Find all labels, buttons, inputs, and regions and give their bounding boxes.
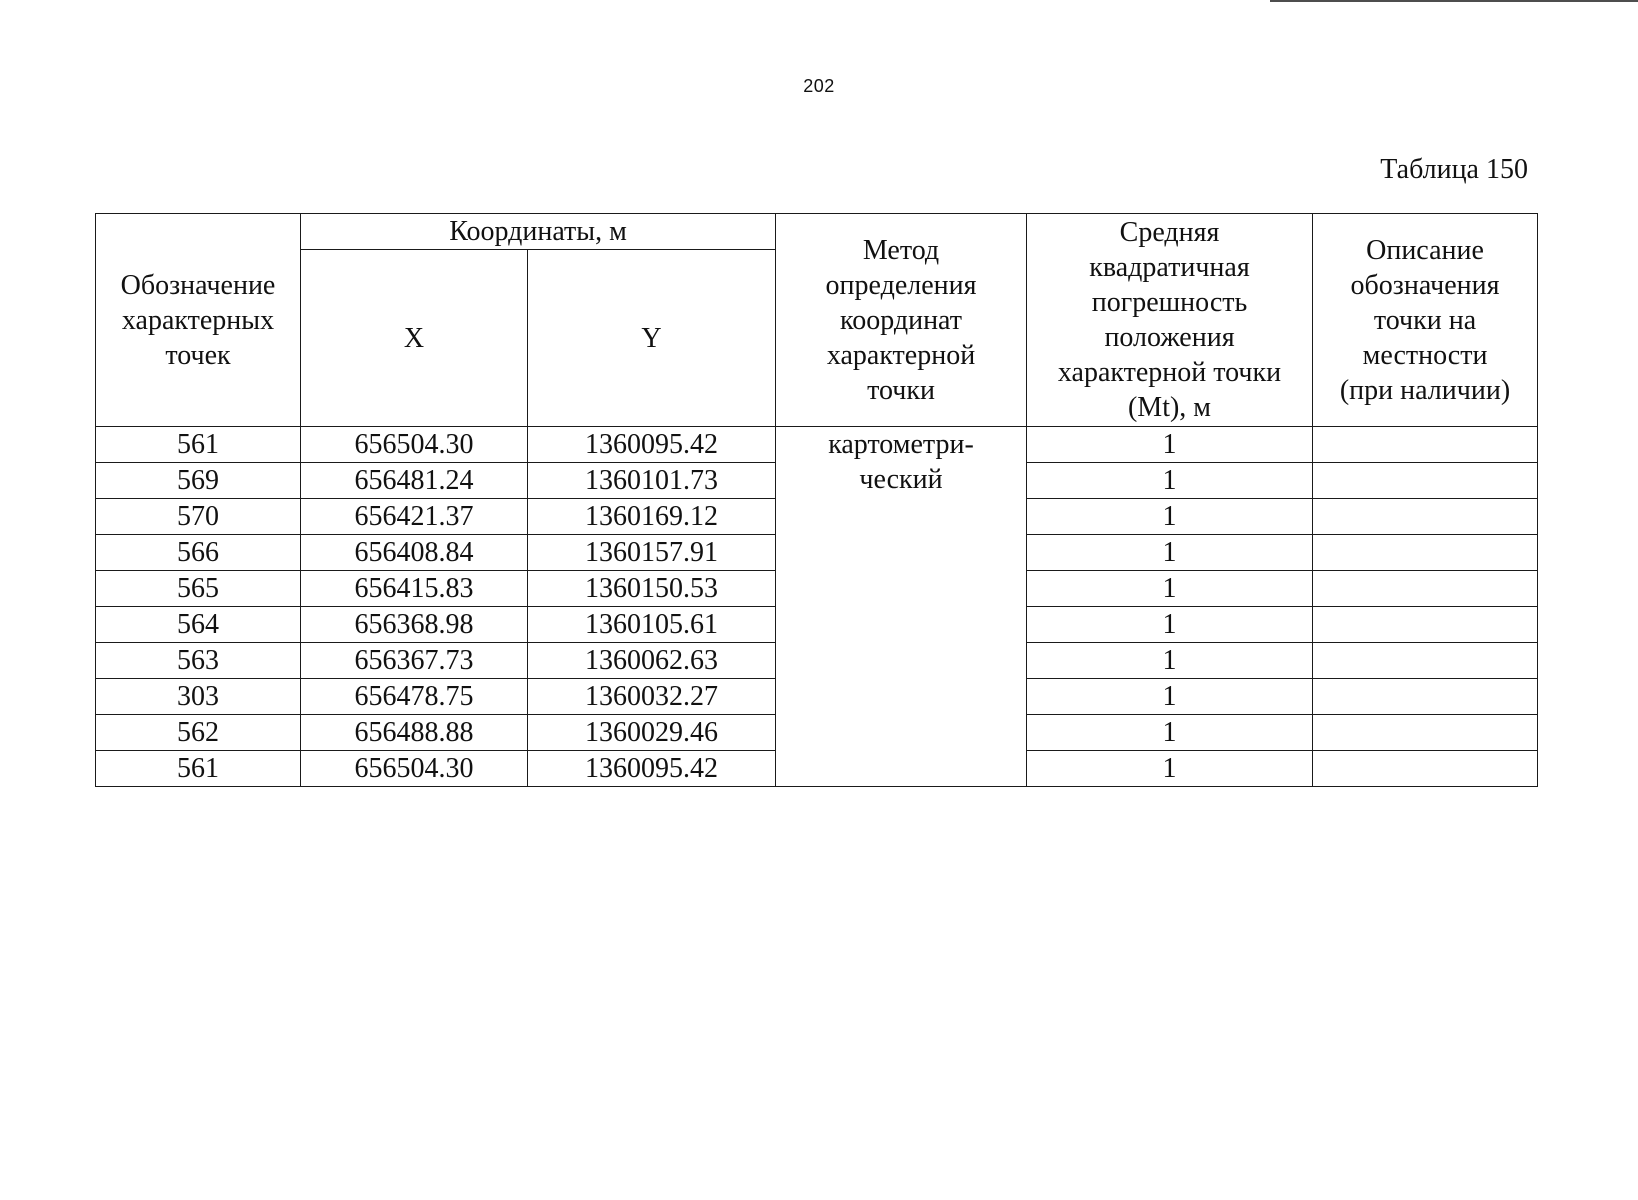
cell-x: 656367.73 <box>301 643 528 679</box>
cell-mean-error: 1 <box>1027 751 1313 787</box>
header-description: Описание обозначения точки на местности (при наличии) <box>1313 214 1538 427</box>
cell-point: 561 <box>96 427 301 463</box>
table-caption: Таблица 150 <box>1380 154 1528 185</box>
cell-description <box>1313 751 1538 787</box>
cell-description <box>1313 463 1538 499</box>
method-line: картометри- <box>828 429 974 460</box>
cell-point: 564 <box>96 607 301 643</box>
cell-x: 656504.30 <box>301 427 528 463</box>
cell-description <box>1313 607 1538 643</box>
cell-y: 1360062.63 <box>528 643 776 679</box>
scan-edge-line <box>1270 0 1638 2</box>
cell-mean-error: 1 <box>1027 427 1313 463</box>
method-line: ческий <box>859 464 943 495</box>
cell-y: 1360095.42 <box>528 427 776 463</box>
cell-point: 570 <box>96 499 301 535</box>
cell-description <box>1313 643 1538 679</box>
cell-mean-error: 1 <box>1027 535 1313 571</box>
cell-y: 1360101.73 <box>528 463 776 499</box>
table-row <box>96 427 1538 463</box>
header-point-designation: Обозначение характерных точек <box>96 214 301 427</box>
header-y: Y <box>528 250 776 427</box>
cell-y: 1360105.61 <box>528 607 776 643</box>
cell-description <box>1313 499 1538 535</box>
cell-mean-error: 1 <box>1027 463 1313 499</box>
cell-mean-error: 1 <box>1027 607 1313 643</box>
cell-mean-error: 1 <box>1027 715 1313 751</box>
cell-x: 656504.30 <box>301 751 528 787</box>
cell-x: 656478.75 <box>301 679 528 715</box>
cell-mean-error: 1 <box>1027 499 1313 535</box>
cell-point: 566 <box>96 535 301 571</box>
cell-point: 561 <box>96 751 301 787</box>
cell-y: 1360029.46 <box>528 715 776 751</box>
cell-x: 656408.84 <box>301 535 528 571</box>
cell-point: 563 <box>96 643 301 679</box>
cell-point: 569 <box>96 463 301 499</box>
cell-description <box>1313 427 1538 463</box>
page-number: 202 <box>803 76 835 96</box>
cell-point: 303 <box>96 679 301 715</box>
cell-x: 656481.24 <box>301 463 528 499</box>
cell-y: 1360150.53 <box>528 571 776 607</box>
cell-x: 656488.88 <box>301 715 528 751</box>
header-x: X <box>301 250 528 427</box>
cell-point: 565 <box>96 571 301 607</box>
cell-x: 656421.37 <box>301 499 528 535</box>
cell-mean-error: 1 <box>1027 679 1313 715</box>
table-body <box>96 427 1538 787</box>
header-method: Метод определения координат характерной точки <box>776 214 1027 427</box>
cell-point: 562 <box>96 715 301 751</box>
cell-description <box>1313 679 1538 715</box>
header-mean-error: Средняя квадратичная погрешность положения характерной точки (Mt), м <box>1027 214 1313 427</box>
cell-mean-error: 1 <box>1027 571 1313 607</box>
cell-x: 656415.83 <box>301 571 528 607</box>
cell-y: 1360095.42 <box>528 751 776 787</box>
cell-x: 656368.98 <box>301 607 528 643</box>
cell-y: 1360032.27 <box>528 679 776 715</box>
coordinates-table <box>95 213 1538 787</box>
header-coordinates: Координаты, м <box>301 214 776 250</box>
cell-mean-error: 1 <box>1027 643 1313 679</box>
cell-description <box>1313 715 1538 751</box>
cell-description <box>1313 535 1538 571</box>
cell-description <box>1313 571 1538 607</box>
cell-method <box>776 427 1027 787</box>
cell-y: 1360169.12 <box>528 499 776 535</box>
cell-y: 1360157.91 <box>528 535 776 571</box>
